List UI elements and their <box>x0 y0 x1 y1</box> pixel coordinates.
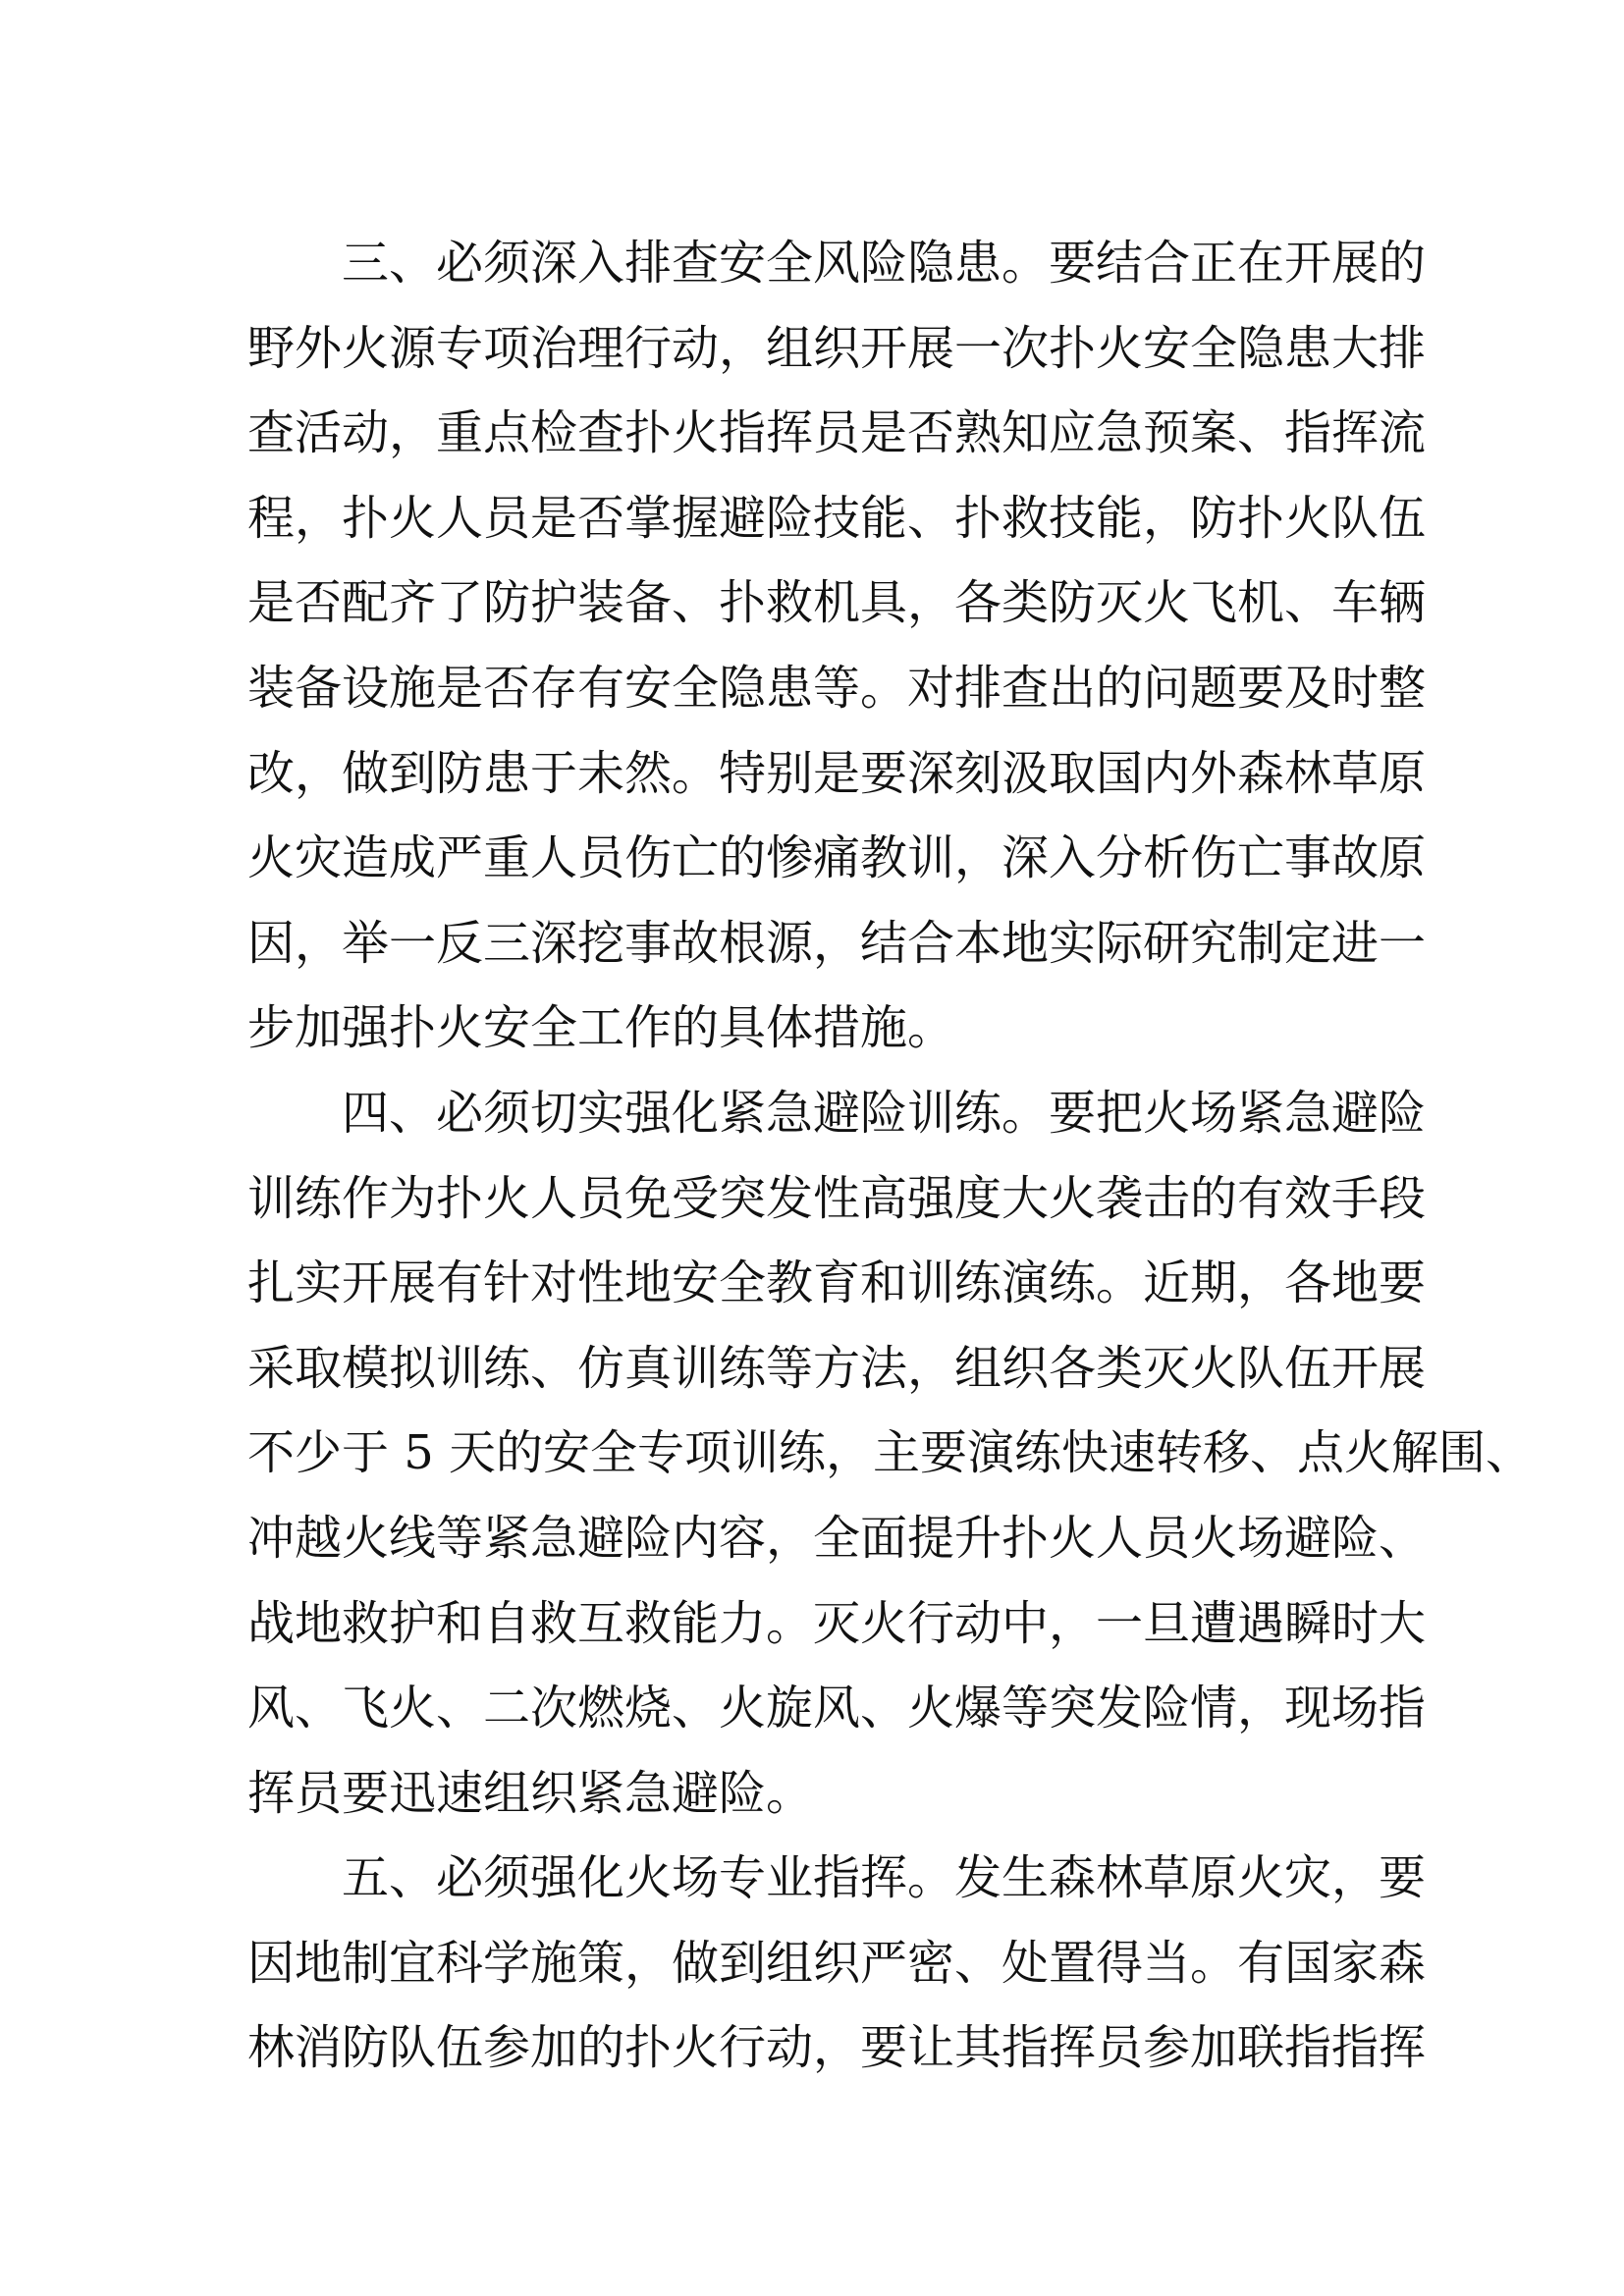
text-line: 野外火源专项治理行动，组织开展一次扑火安全隐患大排 <box>247 320 1427 376</box>
text-line: 挥员要迅速组织紧急避险。 <box>247 1765 814 1821</box>
text-line: 冲越火线等紧急避险内容，全面提升扑火人员火场避险、 <box>247 1510 1427 1566</box>
text-line: 三、必须深入排查安全风险隐患。要结合正在开展的 <box>342 236 1427 291</box>
text-line: 不少于 5 天的安全专项训练，主要演练快速转移、点火解围、 <box>247 1425 1534 1481</box>
text-line: 采取模拟训练、仿真训练等方法，组织各类灭火队伍开展 <box>247 1340 1427 1396</box>
text-line: 火灾造成严重人员伤亡的惨痛教训，深入分析伤亡事故原 <box>247 830 1427 886</box>
text-line: 步加强扑火安全工作的具体措施。 <box>247 1000 955 1056</box>
paragraph-3 <box>247 221 1427 1071</box>
text-line: 训练作为扑火人员免受突发性高强度大火袭击的有效手段 <box>247 1170 1427 1226</box>
body-text <box>247 221 1534 2091</box>
paragraph-5 <box>247 1836 1427 2091</box>
text-line: 五、必须强化火场专业指挥。发生森林草原火灾，要 <box>342 1850 1427 1906</box>
text-line: 因地制宜科学施策，做到组织严密、处置得当。有国家森 <box>247 1935 1427 1991</box>
text-line: 战地救护和自救互救能力。灭火行动中，一旦遭遇瞬时大 <box>247 1595 1427 1651</box>
text-line: 扎实开展有针对性地安全教育和训练演练。近期，各地要 <box>247 1255 1427 1311</box>
text-line: 风、飞火、二次燃烧、火旋风、火爆等突发险情，现场指 <box>247 1681 1427 1736</box>
text-line: 是否配齐了防护装备、扑救机具，各类防灭火飞机、车辆 <box>247 575 1427 631</box>
text-line: 因，举一反三深挖事故根源，结合本地实际研究制定进一 <box>247 915 1427 971</box>
text-line: 查活动，重点检查扑火指挥员是否熟知应急预案、指挥流 <box>247 405 1427 461</box>
text-line: 四、必须切实强化紧急避险训练。要把火场紧急避险 <box>342 1085 1427 1141</box>
text-line: 装备设施是否存有安全隐患等。对排查出的问题要及时整 <box>247 660 1427 716</box>
paragraph-4 <box>247 1071 1534 1836</box>
text-line: 改，做到防患于未然。特别是要深刻汲取国内外森林草原 <box>247 745 1427 801</box>
text-line: 林消防队伍参加的扑火行动，要让其指挥员参加联指指挥 <box>247 2020 1427 2076</box>
text-line: 程，扑火人员是否掌握避险技能、扑救技能，防扑火队伍 <box>247 490 1427 546</box>
